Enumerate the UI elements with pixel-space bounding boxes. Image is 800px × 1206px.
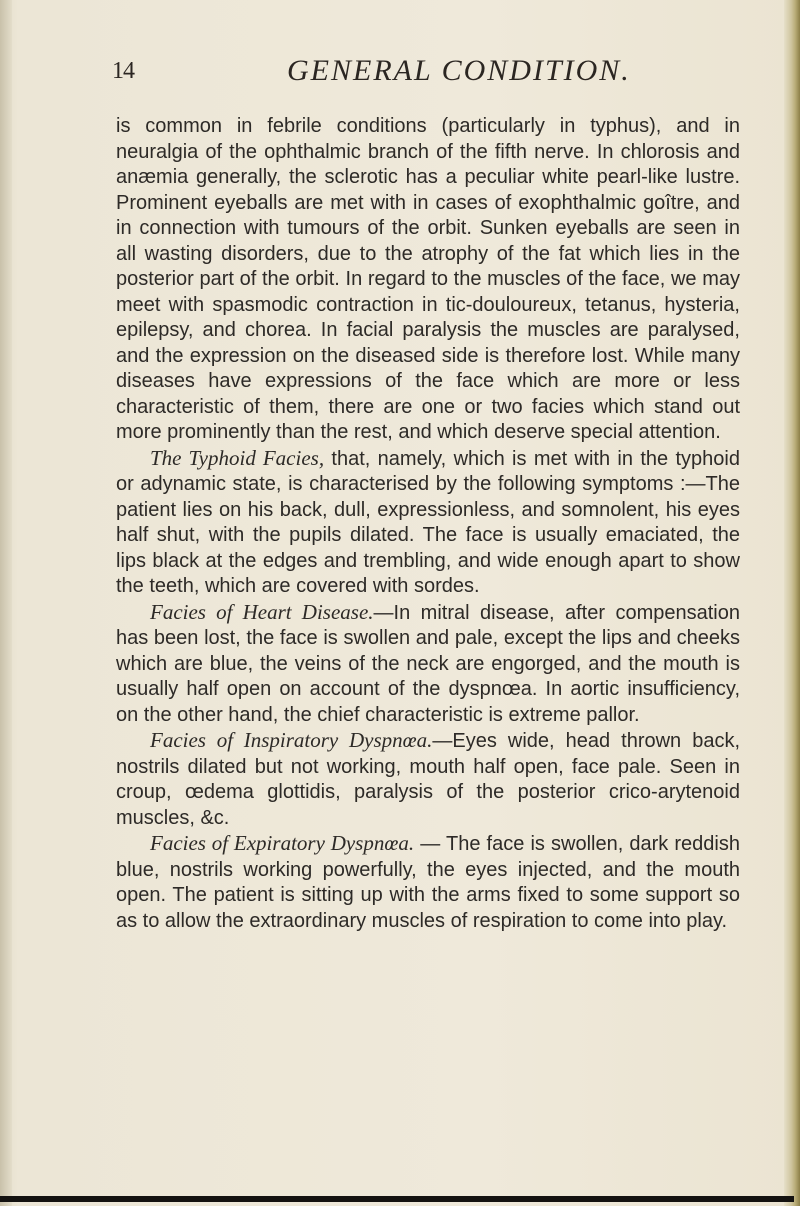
paragraph bbox=[116, 446, 740, 600]
paragraph-text: is common in febrile conditions (particularly in typhus), and in neuralgia of the ophthalmic branch of the fifth nerve. In chlorosis and anæmia generally, the sclerotic has a peculiar white pearl-like lustre. Prominent eyeballs are met with in cases of exophthalmic goître, and in connection with tumours of the orbit. Sunken eyeballs are seen in all wasting disorders, due to the atrophy of the fat which lies in the posterior part of the orbit. In regard to the muscles of the face, we may meet with spasmodic contraction in tic-douloureux, tetanus, hysteria, epilepsy, and chorea. In facial paralysis the muscles are paralysed, and the expression on the diseased side is therefore lost. While many diseases have expressions of the face which are more or less characteristic of them, there are one or two facies which stand out more prominently than the rest, and which deserve special attention. bbox=[116, 115, 740, 443]
paragraph-text: —Eyes wide, head thrown back, nostrils dilated but not working, mouth half open, face pale. Seen in croup, œdema glottidis, paralysis of the posterior crico-arytenoid muscles, &c. bbox=[116, 730, 741, 829]
body-text bbox=[116, 114, 740, 934]
paragraph-text: — The face is swollen, dark reddish blue, nostrils working powerfully, the eyes injected, and the mouth open. The patient is sitting up with the arms fixed to some support so as to allow the extraordinary muscles of respiration to come into play. bbox=[116, 833, 740, 932]
bottom-rule bbox=[0, 1196, 794, 1202]
paragraph-text: that, namely, which is met with in the typhoid or adynamic state, is characterised by the following symptoms :—The patient lies on his back, dull, expressionless, and somnolent, his eyes half shut, with the pupils dilated. The face is usually emaciated, the lips black at the edges and trembling, and wide enough apart to show the teeth, which are covered with sordes. bbox=[116, 447, 740, 597]
section-heading: The Typhoid Facies, bbox=[150, 445, 325, 470]
page-fore-edge bbox=[784, 0, 800, 1206]
section-heading: Facies of Expiratory Dyspnœa. bbox=[150, 831, 415, 855]
page-gutter-edge bbox=[0, 0, 12, 1206]
paragraph bbox=[116, 114, 740, 446]
paragraph bbox=[116, 831, 740, 934]
section-heading: Facies of Inspiratory Dyspnœa. bbox=[150, 728, 433, 752]
paragraph-text: —In mitral disease, after compensation has been lost, the face is swollen and pale, except the lips and cheeks which are blue, the veins of the neck are engorged, and the mouth is usually half open on account of the dyspnœa. In aortic insufficiency, on the other hand, the chief characteristic is extreme pallor. bbox=[116, 601, 741, 726]
paragraph bbox=[116, 600, 740, 729]
page-number: 14 bbox=[112, 58, 134, 84]
running-title: GENERAL CONDITION. bbox=[287, 54, 631, 87]
paragraph bbox=[116, 728, 740, 831]
page-header bbox=[112, 54, 732, 98]
section-heading: Facies of Heart Disease. bbox=[150, 599, 374, 624]
